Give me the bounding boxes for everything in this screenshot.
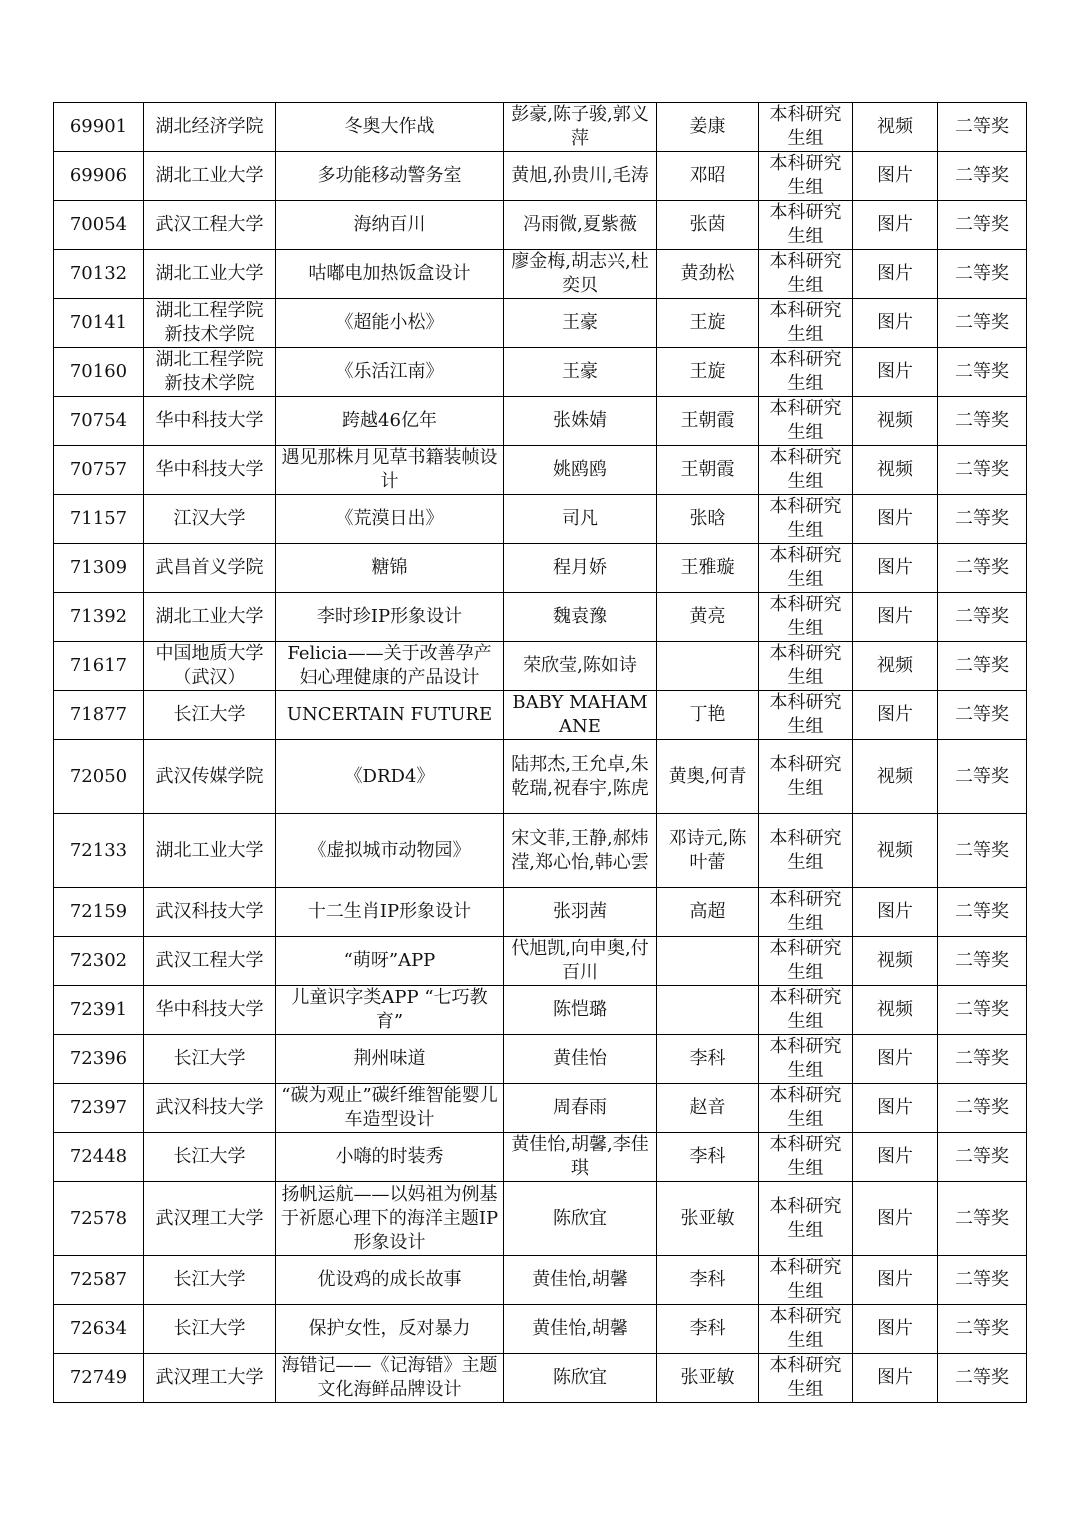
work-title-cell: “萌呀”APP <box>276 937 504 986</box>
school-cell: 湖北工业大学 <box>144 814 276 888</box>
work-type-cell: 图片 <box>853 1305 938 1354</box>
work-type-cell: 图片 <box>853 544 938 593</box>
school-cell: 武汉工程大学 <box>144 937 276 986</box>
group-cell: 本科研究生组 <box>759 201 853 250</box>
entry-id-cell: 72396 <box>54 1035 144 1084</box>
award-cell: 二等奖 <box>938 937 1027 986</box>
advisor-cell <box>657 642 759 691</box>
work-type-cell: 视频 <box>853 103 938 152</box>
group-cell: 本科研究生组 <box>759 1035 853 1084</box>
advisor-cell: 赵音 <box>657 1084 759 1133</box>
authors-cell: 魏袁豫 <box>504 593 657 642</box>
authors-cell: 王豪 <box>504 299 657 348</box>
award-cell: 二等奖 <box>938 691 1027 740</box>
advisor-cell: 邓诗元,陈叶蕾 <box>657 814 759 888</box>
award-cell: 二等奖 <box>938 986 1027 1035</box>
group-cell: 本科研究生组 <box>759 986 853 1035</box>
work-title-cell: 冬奥大作战 <box>276 103 504 152</box>
authors-cell: 陈欣宜 <box>504 1354 657 1403</box>
authors-cell: 王豪 <box>504 348 657 397</box>
group-cell: 本科研究生组 <box>759 446 853 495</box>
work-type-cell: 图片 <box>853 152 938 201</box>
group-cell: 本科研究生组 <box>759 1084 853 1133</box>
work-type-cell: 图片 <box>853 299 938 348</box>
work-type-cell: 视频 <box>853 937 938 986</box>
school-cell: 华中科技大学 <box>144 446 276 495</box>
table-row <box>54 201 1027 250</box>
work-type-cell: 图片 <box>853 1256 938 1305</box>
group-cell: 本科研究生组 <box>759 348 853 397</box>
award-cell: 二等奖 <box>938 397 1027 446</box>
entry-id-cell: 70141 <box>54 299 144 348</box>
school-cell: 武汉工程大学 <box>144 201 276 250</box>
table-row <box>54 1035 1027 1084</box>
school-cell: 武汉科技大学 <box>144 1084 276 1133</box>
table-row <box>54 937 1027 986</box>
work-type-cell: 视频 <box>853 740 938 814</box>
work-title-cell: 李时珍IP形象设计 <box>276 593 504 642</box>
work-type-cell: 图片 <box>853 495 938 544</box>
school-cell: 武汉理工大学 <box>144 1354 276 1403</box>
work-type-cell: 图片 <box>853 691 938 740</box>
entry-id-cell: 72302 <box>54 937 144 986</box>
work-title-cell: UNCERTAIN FUTURE <box>276 691 504 740</box>
entry-id-cell: 71617 <box>54 642 144 691</box>
work-title-cell: 《超能小松》 <box>276 299 504 348</box>
advisor-cell: 李科 <box>657 1256 759 1305</box>
group-cell: 本科研究生组 <box>759 888 853 937</box>
authors-cell: 周春雨 <box>504 1084 657 1133</box>
authors-cell: 代旭凯,向申奥,付百川 <box>504 937 657 986</box>
work-title-cell: 扬帆运航——以妈祖为例基于祈愿心理下的海洋主题IP形象设计 <box>276 1182 504 1256</box>
work-title-cell: 糖锦 <box>276 544 504 593</box>
group-cell: 本科研究生组 <box>759 103 853 152</box>
table-row <box>54 1305 1027 1354</box>
school-cell: 湖北工程学院新技术学院 <box>144 299 276 348</box>
school-cell: 武昌首义学院 <box>144 544 276 593</box>
award-cell: 二等奖 <box>938 201 1027 250</box>
school-cell: 长江大学 <box>144 1256 276 1305</box>
authors-cell: 黄佳怡,胡馨,李佳琪 <box>504 1133 657 1182</box>
group-cell: 本科研究生组 <box>759 1133 853 1182</box>
entry-id-cell: 71877 <box>54 691 144 740</box>
authors-cell: 陈恺璐 <box>504 986 657 1035</box>
table-row <box>54 1182 1027 1256</box>
school-cell: 武汉传媒学院 <box>144 740 276 814</box>
advisor-cell: 张亚敏 <box>657 1354 759 1403</box>
work-type-cell: 图片 <box>853 888 938 937</box>
authors-cell: 程月娇 <box>504 544 657 593</box>
advisor-cell <box>657 937 759 986</box>
entry-id-cell: 70160 <box>54 348 144 397</box>
award-cell: 二等奖 <box>938 1354 1027 1403</box>
award-table-body <box>54 103 1027 1403</box>
authors-cell: 黄佳怡 <box>504 1035 657 1084</box>
award-cell: 二等奖 <box>938 642 1027 691</box>
award-cell: 二等奖 <box>938 1305 1027 1354</box>
entry-id-cell: 72133 <box>54 814 144 888</box>
authors-cell: 荣欣莹,陈如诗 <box>504 642 657 691</box>
table-row <box>54 299 1027 348</box>
authors-cell: 黄佳怡,胡馨 <box>504 1305 657 1354</box>
award-cell: 二等奖 <box>938 495 1027 544</box>
table-row <box>54 1256 1027 1305</box>
advisor-cell: 姜康 <box>657 103 759 152</box>
work-type-cell: 图片 <box>853 201 938 250</box>
work-title-cell: 《虚拟城市动物园》 <box>276 814 504 888</box>
school-cell: 武汉科技大学 <box>144 888 276 937</box>
table-row <box>54 446 1027 495</box>
entry-id-cell: 72397 <box>54 1084 144 1133</box>
entry-id-cell: 69901 <box>54 103 144 152</box>
entry-id-cell: 71157 <box>54 495 144 544</box>
work-type-cell: 图片 <box>853 1354 938 1403</box>
authors-cell: 张羽茜 <box>504 888 657 937</box>
award-cell: 二等奖 <box>938 446 1027 495</box>
award-cell: 二等奖 <box>938 1035 1027 1084</box>
table-row <box>54 250 1027 299</box>
award-cell: 二等奖 <box>938 740 1027 814</box>
authors-cell: 廖金梅,胡志兴,杜奕贝 <box>504 250 657 299</box>
authors-cell: 宋文菲,王静,郝炜滢,郑心怡,韩心雲 <box>504 814 657 888</box>
award-table <box>53 102 1027 1403</box>
advisor-cell: 邓昭 <box>657 152 759 201</box>
advisor-cell: 王朝霞 <box>657 397 759 446</box>
award-cell: 二等奖 <box>938 593 1027 642</box>
authors-cell: 冯雨微,夏紫薇 <box>504 201 657 250</box>
entry-id-cell: 72587 <box>54 1256 144 1305</box>
table-row <box>54 888 1027 937</box>
group-cell: 本科研究生组 <box>759 152 853 201</box>
award-cell: 二等奖 <box>938 1182 1027 1256</box>
entry-id-cell: 72159 <box>54 888 144 937</box>
award-cell: 二等奖 <box>938 544 1027 593</box>
table-row <box>54 544 1027 593</box>
advisor-cell: 张亚敏 <box>657 1182 759 1256</box>
authors-cell: 彭豪,陈子骏,郭义萍 <box>504 103 657 152</box>
authors-cell: 陆邦杰,王允卓,朱乾瑞,祝春宇,陈虎 <box>504 740 657 814</box>
table-row <box>54 397 1027 446</box>
school-cell: 江汉大学 <box>144 495 276 544</box>
group-cell: 本科研究生组 <box>759 1182 853 1256</box>
school-cell: 湖北工业大学 <box>144 250 276 299</box>
entry-id-cell: 70054 <box>54 201 144 250</box>
work-title-cell: 多功能移动警务室 <box>276 152 504 201</box>
entry-id-cell: 72391 <box>54 986 144 1035</box>
advisor-cell: 张茵 <box>657 201 759 250</box>
entry-id-cell: 72634 <box>54 1305 144 1354</box>
advisor-cell: 王朝霞 <box>657 446 759 495</box>
authors-cell: 司凡 <box>504 495 657 544</box>
school-cell: 湖北工业大学 <box>144 593 276 642</box>
table-row <box>54 1133 1027 1182</box>
award-cell: 二等奖 <box>938 1256 1027 1305</box>
work-title-cell: Felicia——关于改善孕产妇心理健康的产品设计 <box>276 642 504 691</box>
advisor-cell: 王旋 <box>657 299 759 348</box>
table-row <box>54 642 1027 691</box>
school-cell: 华中科技大学 <box>144 986 276 1035</box>
group-cell: 本科研究生组 <box>759 1354 853 1403</box>
entry-id-cell: 72050 <box>54 740 144 814</box>
work-type-cell: 视频 <box>853 642 938 691</box>
authors-cell: 黄旭,孙贵川,毛涛 <box>504 152 657 201</box>
work-type-cell: 视频 <box>853 814 938 888</box>
advisor-cell: 张晗 <box>657 495 759 544</box>
advisor-cell: 丁艳 <box>657 691 759 740</box>
award-cell: 二等奖 <box>938 250 1027 299</box>
entry-id-cell: 72749 <box>54 1354 144 1403</box>
group-cell: 本科研究生组 <box>759 642 853 691</box>
group-cell: 本科研究生组 <box>759 250 853 299</box>
work-title-cell: 保护女性，反对暴力 <box>276 1305 504 1354</box>
school-cell: 中国地质大学（武汉） <box>144 642 276 691</box>
table-row <box>54 152 1027 201</box>
table-row <box>54 1354 1027 1403</box>
school-cell: 湖北工业大学 <box>144 152 276 201</box>
school-cell: 华中科技大学 <box>144 397 276 446</box>
school-cell: 湖北工程学院新技术学院 <box>144 348 276 397</box>
work-type-cell: 视频 <box>853 446 938 495</box>
work-title-cell: 咕嘟电加热饭盒设计 <box>276 250 504 299</box>
award-cell: 二等奖 <box>938 152 1027 201</box>
award-cell: 二等奖 <box>938 1133 1027 1182</box>
work-title-cell: 跨越46亿年 <box>276 397 504 446</box>
work-title-cell: “碳为观止”碳纤维智能婴儿车造型设计 <box>276 1084 504 1133</box>
work-type-cell: 图片 <box>853 1182 938 1256</box>
entry-id-cell: 71309 <box>54 544 144 593</box>
table-row <box>54 1084 1027 1133</box>
table-row <box>54 348 1027 397</box>
work-type-cell: 图片 <box>853 1084 938 1133</box>
work-title-cell: 优设鸡的成长故事 <box>276 1256 504 1305</box>
work-type-cell: 图片 <box>853 1035 938 1084</box>
group-cell: 本科研究生组 <box>759 937 853 986</box>
group-cell: 本科研究生组 <box>759 1305 853 1354</box>
group-cell: 本科研究生组 <box>759 299 853 348</box>
work-type-cell: 视频 <box>853 397 938 446</box>
group-cell: 本科研究生组 <box>759 691 853 740</box>
advisor-cell: 王旋 <box>657 348 759 397</box>
school-cell: 长江大学 <box>144 691 276 740</box>
group-cell: 本科研究生组 <box>759 397 853 446</box>
work-title-cell: 十二生肖IP形象设计 <box>276 888 504 937</box>
work-title-cell: 《荒漠日出》 <box>276 495 504 544</box>
school-cell: 湖北经济学院 <box>144 103 276 152</box>
authors-cell: BABY MAHAMANE <box>504 691 657 740</box>
work-type-cell: 图片 <box>853 1133 938 1182</box>
authors-cell: 张姝婧 <box>504 397 657 446</box>
entry-id-cell: 72578 <box>54 1182 144 1256</box>
work-title-cell: 海纳百川 <box>276 201 504 250</box>
work-title-cell: 小嗨的时装秀 <box>276 1133 504 1182</box>
entry-id-cell: 70754 <box>54 397 144 446</box>
authors-cell: 黄佳怡,胡馨 <box>504 1256 657 1305</box>
work-title-cell: 《DRD4》 <box>276 740 504 814</box>
group-cell: 本科研究生组 <box>759 593 853 642</box>
entry-id-cell: 71392 <box>54 593 144 642</box>
school-cell: 长江大学 <box>144 1035 276 1084</box>
work-title-cell: 荆州味道 <box>276 1035 504 1084</box>
table-row <box>54 814 1027 888</box>
advisor-cell: 黄亮 <box>657 593 759 642</box>
table-row <box>54 986 1027 1035</box>
advisor-cell: 李科 <box>657 1035 759 1084</box>
work-title-cell: 《乐活江南》 <box>276 348 504 397</box>
work-type-cell: 图片 <box>853 593 938 642</box>
group-cell: 本科研究生组 <box>759 1256 853 1305</box>
award-cell: 二等奖 <box>938 103 1027 152</box>
advisor-cell: 李科 <box>657 1305 759 1354</box>
table-row <box>54 740 1027 814</box>
work-title-cell: 海错记——《记海错》主题文化海鲜品牌设计 <box>276 1354 504 1403</box>
advisor-cell: 高超 <box>657 888 759 937</box>
school-cell: 长江大学 <box>144 1133 276 1182</box>
advisor-cell: 李科 <box>657 1133 759 1182</box>
entry-id-cell: 69906 <box>54 152 144 201</box>
work-type-cell: 视频 <box>853 986 938 1035</box>
award-cell: 二等奖 <box>938 299 1027 348</box>
entry-id-cell: 70132 <box>54 250 144 299</box>
table-row <box>54 103 1027 152</box>
work-type-cell: 图片 <box>853 250 938 299</box>
entry-id-cell: 72448 <box>54 1133 144 1182</box>
advisor-cell <box>657 986 759 1035</box>
table-row <box>54 495 1027 544</box>
award-cell: 二等奖 <box>938 814 1027 888</box>
group-cell: 本科研究生组 <box>759 544 853 593</box>
group-cell: 本科研究生组 <box>759 495 853 544</box>
group-cell: 本科研究生组 <box>759 740 853 814</box>
work-title-cell: 遇见那株月见草书籍装帧设计 <box>276 446 504 495</box>
table-row <box>54 691 1027 740</box>
school-cell: 武汉理工大学 <box>144 1182 276 1256</box>
work-title-cell: 儿童识字类APP “七巧教育” <box>276 986 504 1035</box>
advisor-cell: 黄劲松 <box>657 250 759 299</box>
work-type-cell: 图片 <box>853 348 938 397</box>
award-cell: 二等奖 <box>938 1084 1027 1133</box>
advisor-cell: 王雅璇 <box>657 544 759 593</box>
entry-id-cell: 70757 <box>54 446 144 495</box>
school-cell: 长江大学 <box>144 1305 276 1354</box>
advisor-cell: 黄奥,何青 <box>657 740 759 814</box>
table-row <box>54 593 1027 642</box>
award-cell: 二等奖 <box>938 348 1027 397</box>
group-cell: 本科研究生组 <box>759 814 853 888</box>
authors-cell: 陈欣宜 <box>504 1182 657 1256</box>
award-cell: 二等奖 <box>938 888 1027 937</box>
authors-cell: 姚鸥鸥 <box>504 446 657 495</box>
